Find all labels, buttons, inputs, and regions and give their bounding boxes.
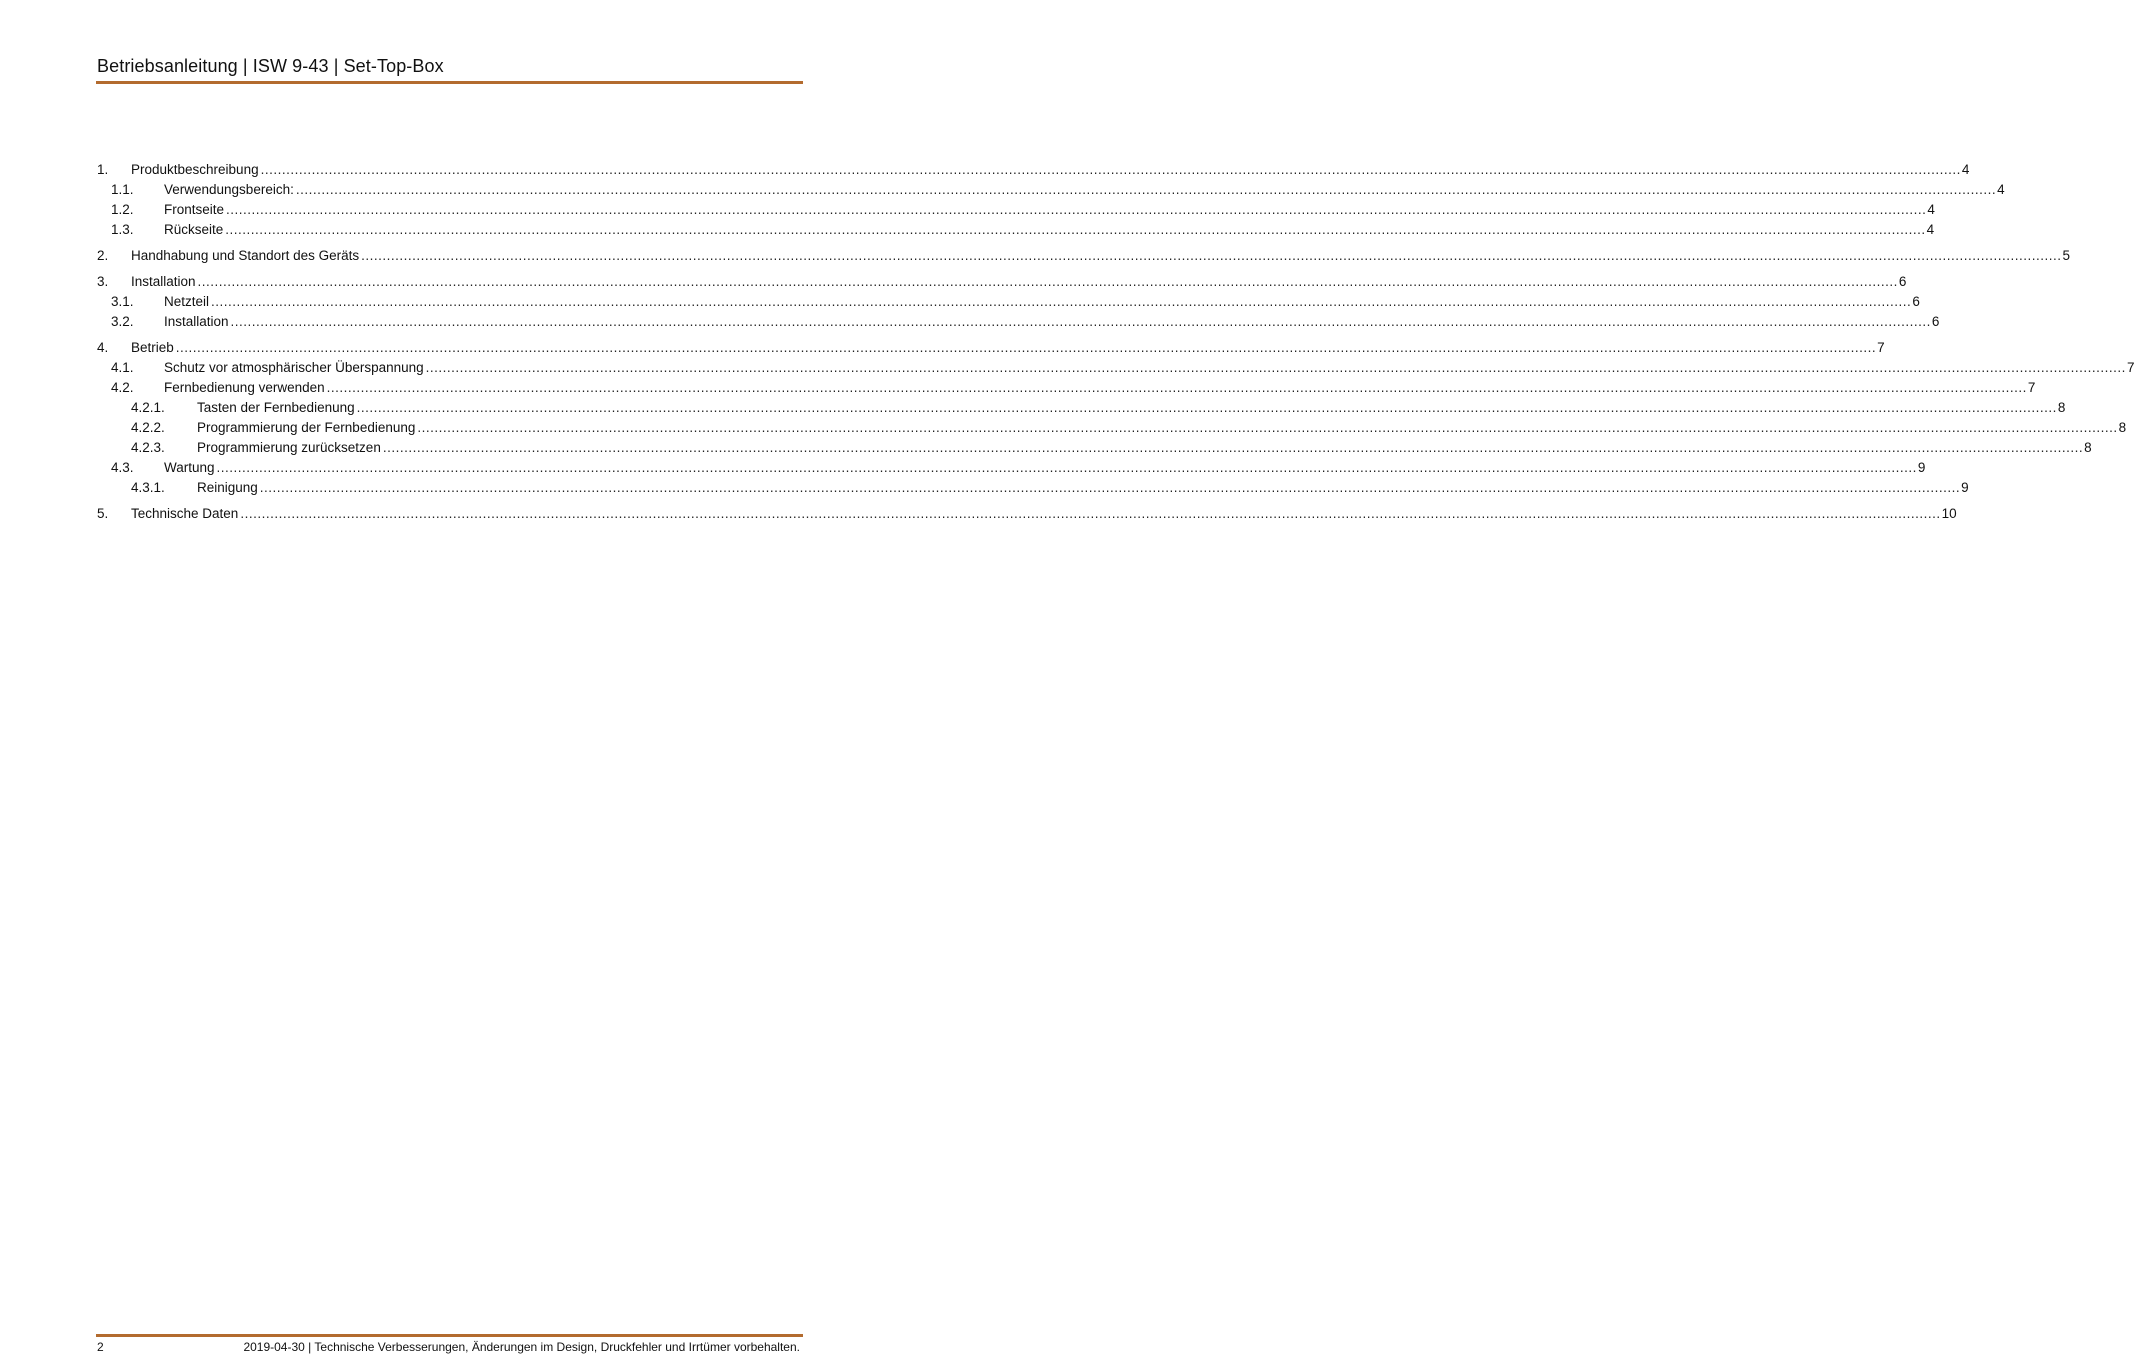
toc-leader-dots: ................................................................................................................................................................................................................................................................................................................................................................................................................ [240, 506, 1941, 521]
toc-entry-line [197, 398, 2066, 418]
toc-leader-dots: ................................................................................................................................................................................................................................................................................................................................................................................................................ [211, 294, 1912, 309]
toc-entry-page: 4 [1961, 162, 1970, 177]
toc-entry-number: 1.1. [111, 182, 134, 197]
toc-entry-line [164, 200, 1935, 220]
toc-entry-number: 3.2. [111, 314, 134, 329]
toc-entry-line [197, 438, 2092, 458]
toc-entry-number: 4.3.1. [131, 480, 165, 495]
toc-entry-page: 6 [1898, 274, 1907, 289]
toc-entry-page: 9 [1961, 480, 1969, 495]
toc-entry-line [164, 312, 1940, 332]
toc-entry-line [131, 272, 1907, 292]
toc-leader-dots: ................................................................................................................................................................................................................................................................................................................................................................................................................ [197, 274, 1898, 289]
toc-entry-label: Tasten der Fernbedienung [197, 400, 355, 415]
toc-entry-page: 8 [2118, 420, 2127, 435]
toc-entry-page: 6 [1912, 294, 1920, 309]
header-divider [96, 81, 803, 84]
toc-entry-line [131, 338, 1885, 358]
table-of-contents [97, 160, 2134, 524]
toc-leader-dots: ................................................................................................................................................................................................................................................................................................................................................................................................................ [361, 248, 2062, 263]
document-title: Betriebsanleitung | ISW 9-43 | Set-Top-Box [97, 56, 444, 76]
toc-entry[interactable] [97, 458, 1926, 478]
toc-entry-label: Fernbedienung verwenden [164, 380, 325, 395]
toc-entry-line [131, 160, 1970, 180]
toc-entry[interactable] [97, 272, 1907, 292]
toc-entry-line [197, 478, 1969, 498]
toc-entry-page: 5 [2062, 248, 2070, 263]
footer-divider [96, 1334, 803, 1337]
toc-leader-dots: ................................................................................................................................................................................................................................................................................................................................................................................................................ [417, 420, 2118, 435]
toc-entry[interactable] [97, 504, 1957, 524]
toc-entry-label: Produktbeschreibung [131, 162, 259, 177]
toc-entry-number: 5. [97, 506, 109, 521]
toc-entry-line [164, 458, 1926, 478]
toc-leader-dots: ................................................................................................................................................................................................................................................................................................................................................................................................................ [175, 340, 1877, 355]
toc-leader-dots: ................................................................................................................................................................................................................................................................................................................................................................................................................ [326, 380, 2027, 395]
toc-entry-label: Betrieb [131, 340, 174, 355]
toc-entry-label: Rückseite [164, 222, 224, 237]
toc-leader-dots: ................................................................................................................................................................................................................................................................................................................................................................................................................ [260, 162, 1961, 177]
toc-entry[interactable] [97, 358, 2134, 378]
toc-entry-line [131, 504, 1957, 524]
toc-entry-page: 4 [1997, 182, 2005, 197]
toc-entry-line [164, 220, 1935, 240]
toc-entry-page: 4 [1926, 222, 1935, 237]
toc-entry-number: 2. [97, 248, 109, 263]
toc-entry-label: Wartung [164, 460, 215, 475]
toc-leader-dots: ................................................................................................................................................................................................................................................................................................................................................................................................................ [225, 222, 1926, 237]
toc-entry[interactable] [97, 438, 2092, 458]
toc-entry[interactable] [97, 418, 2127, 438]
toc-entry-line [164, 378, 2036, 398]
page-number: 2 [97, 1340, 104, 1354]
toc-entry-page: 4 [1927, 202, 1935, 217]
toc-entry-page: 10 [1941, 506, 1957, 521]
toc-entry-label: Verwendungsbereich: [164, 182, 294, 197]
toc-entry-number: 4.2.3. [131, 440, 165, 455]
toc-entry-label: Netzteil [164, 294, 210, 309]
footer-disclaimer: 2019-04-30 | Technische Verbesserungen, Änderungen im Design, Druckfehler und Irrtümer vorbehalten. [243, 1340, 800, 1354]
toc-entry-page: 7 [1877, 340, 1885, 355]
toc-entry[interactable] [97, 378, 2036, 398]
toc-entry-number: 4.2.2. [131, 420, 165, 435]
toc-entry-number: 1.3. [111, 222, 134, 237]
toc-leader-dots: ................................................................................................................................................................................................................................................................................................................................................................................................................ [356, 400, 2057, 415]
toc-entry-label: Frontseite [164, 202, 225, 217]
toc-entry-number: 4.2.1. [131, 400, 165, 415]
toc-entry-page: 7 [2027, 380, 2036, 395]
toc-entry-label: Programmierung zurücksetzen [197, 440, 381, 455]
toc-entry-number: 4. [97, 340, 109, 355]
toc-entry[interactable] [97, 338, 1885, 358]
toc-entry[interactable] [97, 292, 1920, 312]
toc-entry-page: 6 [1931, 314, 1940, 329]
toc-entry[interactable] [97, 200, 1935, 220]
toc-entry-line [197, 418, 2127, 438]
toc-entry[interactable] [97, 398, 2066, 418]
toc-leader-dots: ................................................................................................................................................................................................................................................................................................................................................................................................................ [259, 480, 1961, 495]
toc-entry-line [164, 180, 2005, 200]
toc-entry-page: 8 [2084, 440, 2092, 455]
toc-entry-number: 1.2. [111, 202, 134, 217]
toc-entry[interactable] [97, 160, 1970, 180]
toc-entry-number: 4.2. [111, 380, 134, 395]
toc-entry-label: Programmierung der Fernbedienung [197, 420, 416, 435]
toc-entry-label: Handhabung und Standort des Geräts [131, 248, 360, 263]
toc-leader-dots: ................................................................................................................................................................................................................................................................................................................................................................................................................ [425, 360, 2126, 375]
toc-leader-dots: ................................................................................................................................................................................................................................................................................................................................................................................................................ [230, 314, 1931, 329]
toc-entry[interactable] [97, 312, 1940, 332]
toc-leader-dots: ................................................................................................................................................................................................................................................................................................................................................................................................................ [295, 182, 1997, 197]
toc-leader-dots: ................................................................................................................................................................................................................................................................................................................................................................................................................ [226, 202, 1927, 217]
toc-entry-number: 3.1. [111, 294, 134, 309]
toc-entry-line [164, 292, 1920, 312]
toc-entry-label: Installation [131, 274, 196, 289]
toc-entry-page: 7 [2126, 360, 2134, 375]
toc-entry[interactable] [97, 220, 1935, 240]
toc-entry-number: 1. [97, 162, 109, 177]
toc-entry-label: Schutz vor atmosphärischer Überspannung [164, 360, 424, 375]
toc-entry-number: 4.3. [111, 460, 134, 475]
toc-entry[interactable] [97, 246, 2070, 266]
toc-leader-dots: ................................................................................................................................................................................................................................................................................................................................................................................................................ [382, 440, 2084, 455]
toc-entry-label: Technische Daten [131, 506, 239, 521]
toc-entry-label: Reinigung [197, 480, 258, 495]
toc-entry-line [131, 246, 2070, 266]
toc-leader-dots: ................................................................................................................................................................................................................................................................................................................................................................................................................ [216, 460, 1917, 475]
toc-entry-number: 3. [97, 274, 109, 289]
toc-entry[interactable] [97, 478, 1969, 498]
toc-entry-line [164, 358, 2134, 378]
toc-entry-page: 8 [2057, 400, 2066, 415]
toc-entry[interactable] [97, 180, 2005, 200]
toc-entry-number: 4.1. [111, 360, 134, 375]
toc-entry-label: Installation [164, 314, 229, 329]
toc-entry-page: 9 [1917, 460, 1926, 475]
